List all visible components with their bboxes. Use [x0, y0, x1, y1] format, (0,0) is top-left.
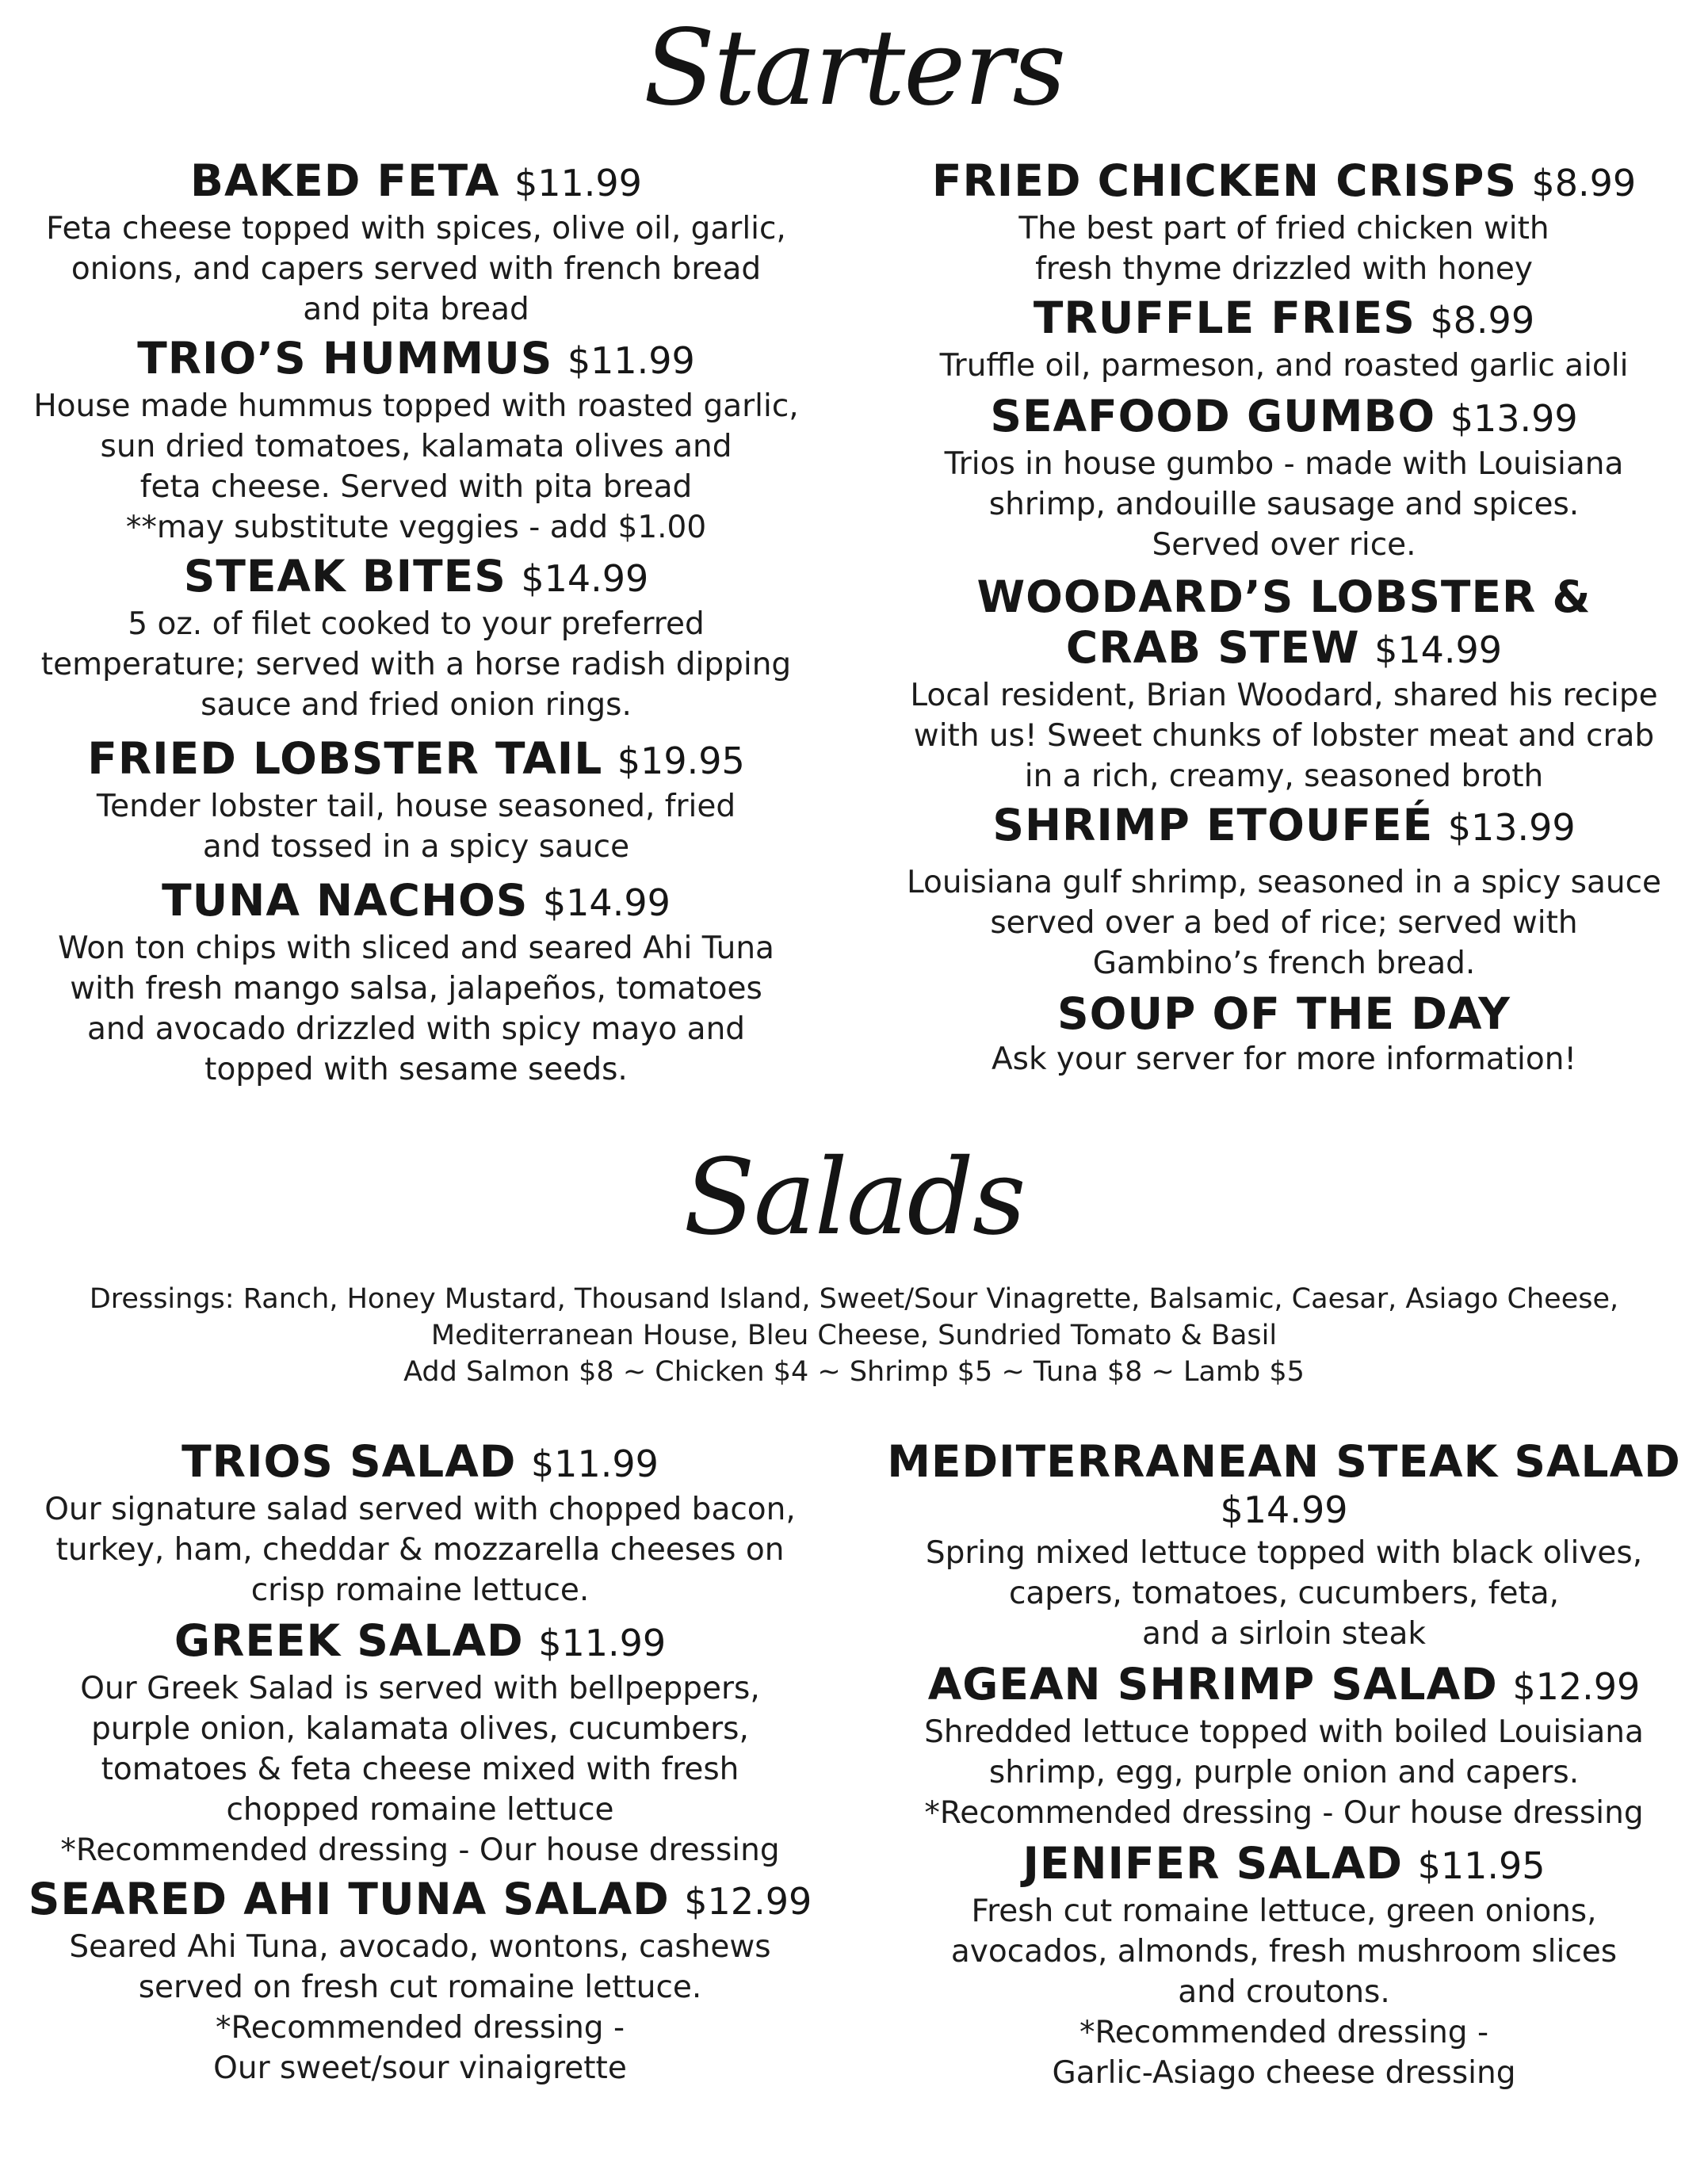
item-price: $13.99: [1450, 397, 1578, 440]
item-description: Tender lobster tail, house seasoned, fried and tossed in a spicy sauce: [96, 789, 736, 865]
item-name: TRIO’S HUMMUS: [137, 333, 553, 384]
item-name: SOUP OF THE DAY: [1057, 988, 1511, 1039]
menu-item-woodards-lobster-crab-stew: [872, 571, 1696, 797]
menu-item-truffle-fries: [872, 292, 1696, 386]
item-description: Ask your server for more information!: [991, 1041, 1577, 1077]
menu-item-mediterranean-steak-salad: [864, 1436, 1704, 1654]
salads-left-column: [0, 1436, 840, 2088]
item-name: TRUFFLE FRIES: [1033, 292, 1416, 343]
item-name: SEAFOOD GUMBO: [990, 391, 1436, 441]
item-name: FRIED LOBSTER TAIL: [87, 733, 603, 784]
menu-item-baked-feta: [0, 155, 832, 330]
item-price: $14.99: [1220, 1488, 1348, 1531]
item-name: AGEAN SHRIMP SALAD: [927, 1659, 1498, 1710]
menu-item-seared-ahi-tuna-salad: [0, 1874, 840, 2088]
item-name: JENIFER SALAD: [1022, 1838, 1404, 1889]
item-price: $8.99: [1430, 299, 1535, 342]
item-description: The best part of fried chicken with fresh thyme drizzled with honey: [1018, 211, 1549, 287]
item-price: $8.99: [1531, 162, 1637, 204]
menu-item-shrimp-etoufee: [872, 800, 1696, 984]
item-description: Feta cheese topped with spices, olive oil, garlic, onions, and capers served with french bread and pita bread: [46, 211, 786, 327]
item-price: $14.99: [542, 881, 671, 924]
item-description: Local resident, Brian Woodard, shared his recipe with us! Sweet chunks of lobster meat and crab in a rich, creamy, seasoned broth: [910, 678, 1658, 794]
item-name: TRIOS SALAD: [181, 1436, 517, 1487]
item-name: BAKED FETA: [190, 155, 500, 206]
item-price: $11.99: [530, 1442, 659, 1485]
item-description: Fresh cut romaine lettuce, green onions, avocados, almonds, fresh mushroom slices and croutons. *Recommended dressing - Garlic-Asiago cheese dressing: [950, 1893, 1618, 2091]
item-name: CRAB STEW: [1065, 622, 1360, 673]
item-description: Spring mixed lettuce topped with black olives, capers, tomatoes, cucumbers, feta, and a sirloin steak: [925, 1535, 1643, 1652]
salads-heading: Salads: [683, 1137, 1025, 1259]
menu-item-steak-bites: [0, 551, 832, 725]
item-price: $12.99: [684, 1880, 812, 1923]
item-description: 5 oz. of filet cooked to your preferred temperature; served with a horse radish dipping sauce and fried onion rings.: [40, 606, 792, 723]
item-description: Seared Ahi Tuna, avocado, wontons, cashews served on fresh cut romaine lettuce. *Recommended dressing - Our sweet/sour vinaigrette: [69, 1929, 771, 2086]
menu-item-trios-hummus: [0, 333, 832, 548]
menu-item-greek-salad: [0, 1615, 840, 1870]
item-price: $11.95: [1417, 1844, 1546, 1887]
item-description: Won ton chips with sliced and seared Ahi Tuna with fresh mango salsa, jalapeños, tomatoes and avocado drizzled with spicy mayo and topped with sesame seeds.: [58, 930, 774, 1087]
item-description: Louisiana gulf shrimp, seasoned in a spicy sauce served over a bed of rice; served with Gambino’s french bread.: [906, 865, 1662, 981]
item-price: $12.99: [1512, 1665, 1641, 1708]
menu-item-soup-of-the-day: [872, 988, 1696, 1079]
menu-item-fried-chicken-crisps: [872, 155, 1696, 289]
menu-item-tuna-nachos: [0, 875, 832, 1090]
item-name: TUNA NACHOS: [162, 875, 529, 926]
starters-left-column: [0, 155, 832, 1090]
item-price: $13.99: [1447, 806, 1576, 849]
item-description: Our signature salad served with chopped bacon, turkey, ham, cheddar & mozzarella cheeses on crisp romaine lettuce.: [44, 1492, 796, 1608]
item-description: Trios in house gumbo - made with Louisiana shrimp, andouille sausage and spices. Served over rice.: [944, 446, 1624, 563]
item-name: STEAK BITES: [183, 551, 506, 602]
item-price: $11.99: [567, 339, 695, 382]
item-price: $14.99: [1374, 629, 1503, 671]
starters-heading: Starters: [643, 7, 1065, 129]
menu-item-fried-lobster-tail: [0, 733, 832, 867]
item-name-line1: WOODARD’S LOBSTER &: [976, 571, 1591, 622]
item-name: SEARED AHI TUNA SALAD: [28, 1874, 670, 1924]
item-description: Shredded lettuce topped with boiled Louisiana shrimp, egg, purple onion and capers. *Recommended dressing - Our house dressing: [924, 1714, 1644, 1831]
item-description: Truffle oil, parmeson, and roasted garlic aioli: [939, 348, 1629, 384]
item-price: $19.95: [617, 739, 745, 782]
menu-item-jenifer-salad: [864, 1838, 1704, 2093]
item-price: $11.99: [514, 162, 642, 204]
item-description: House made hummus topped with roasted garlic, sun dried tomatoes, kalamata olives and feta cheese. Served with pita bread **may substitute veggies - add $1.00: [33, 388, 799, 545]
menu-item-trios-salad: [0, 1436, 840, 1611]
menu-item-agean-shrimp-salad: [864, 1659, 1704, 1833]
item-name: SHRIMP ETOUFEÉ: [992, 800, 1434, 850]
item-name: FRIED CHICKEN CRISPS: [931, 155, 1517, 206]
item-name: MEDITERRANEAN STEAK SALAD: [887, 1436, 1681, 1487]
dressings-info: Dressings: Ranch, Honey Mustard, Thousand Island, Sweet/Sour Vinagrette, Balsamic, Caesar, Asiago Cheese, Mediterranean House, Bleu Cheese, Sundried Tomato & Basil Add Salmon $8 ~ Chicken $4 ~ Shrimp $5 ~ Tuna $8 ~ Lamb $5: [89, 1283, 1619, 1388]
menu-item-seafood-gumbo: [872, 391, 1696, 565]
item-description: Our Greek Salad is served with bellpeppers, purple onion, kalamata olives, cucumbers, tomatoes & feta cheese mixed with fresh chopped romaine lettuce *Recommended dressing - Our house dressing: [60, 1671, 780, 1868]
item-price: $11.99: [538, 1622, 667, 1664]
item-name: GREEK SALAD: [174, 1615, 524, 1666]
starters-right-column: [872, 155, 1696, 1079]
item-price: $14.99: [521, 557, 649, 600]
salads-right-column: [864, 1436, 1704, 2093]
